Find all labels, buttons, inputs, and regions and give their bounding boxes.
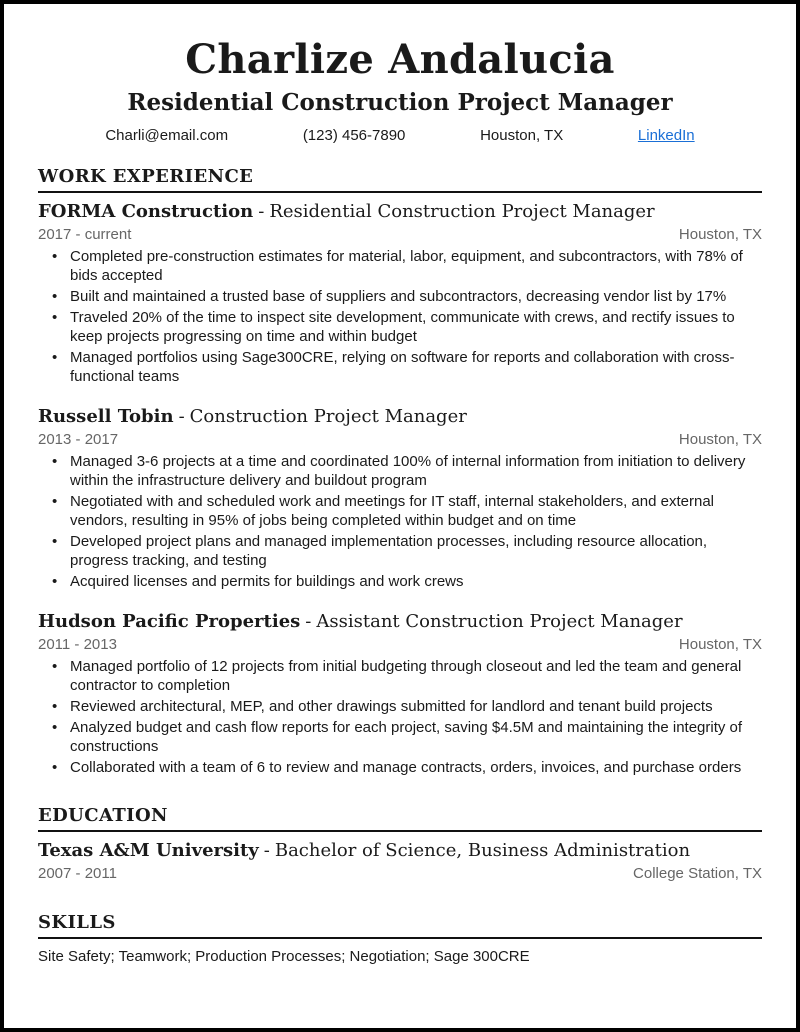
job-bullets bbox=[70, 452, 762, 591]
education-entry bbox=[38, 838, 762, 884]
bullet-item: • Built and maintained a trusted base of suppliers and subcontractors, decreasing vendor list by 17% bbox=[70, 287, 762, 306]
job-role: Construction Project Manager bbox=[189, 406, 467, 427]
job-entry bbox=[38, 199, 762, 386]
section-heading-education: EDUCATION bbox=[38, 805, 762, 832]
bullet-item: • Traveled 20% of the time to inspect site development, communicate with crews, and rectify issues to keep projects progressing on time and within budget bbox=[70, 308, 762, 346]
job-heading bbox=[38, 199, 762, 225]
job-company: Russell Tobin bbox=[38, 406, 174, 427]
skills-list: Site Safety; Teamwork; Production Processes; Negotiation; Sage 300CRE bbox=[38, 948, 530, 965]
job-entry bbox=[38, 404, 762, 591]
job-location: Houston, TX bbox=[678, 226, 762, 243]
job-role: Residential Construction Project Manager bbox=[269, 201, 655, 222]
job-dates: 2017 - current bbox=[38, 226, 132, 243]
job-company: FORMA Construction bbox=[38, 201, 254, 222]
education-meta bbox=[38, 864, 762, 884]
job-dates: 2011 - 2013 bbox=[38, 636, 117, 653]
bullet-item: • Acquired licenses and permits for buildings and work crews bbox=[70, 572, 762, 591]
bullet-item: • Completed pre-construction estimates for material, labor, equipment, and subcontractors, with 78% of bids accepted bbox=[70, 247, 762, 285]
education-location: College Station, TX bbox=[633, 865, 762, 882]
education-heading bbox=[38, 838, 762, 864]
job-separator: - bbox=[258, 201, 265, 222]
bullet-item: • Managed portfolios using Sage300CRE, relying on software for reports and collaboration with cross-functional teams bbox=[70, 348, 762, 386]
contact-email: Charli@email.com bbox=[105, 127, 229, 144]
section-heading-skills: SKILLS bbox=[38, 912, 762, 939]
job-dates: 2013 - 2017 bbox=[38, 431, 119, 448]
section-heading-work: WORK EXPERIENCE bbox=[38, 166, 762, 193]
job-heading bbox=[38, 609, 762, 635]
job-role: Assistant Construction Project Manager bbox=[316, 611, 683, 632]
education-degree: Bachelor of Science, Business Administration bbox=[274, 840, 691, 861]
bullet-item: • Collaborated with a team of 6 to review and manage contracts, orders, invoices, and purchase orders bbox=[70, 758, 762, 777]
job-company: Hudson Pacific Properties bbox=[38, 611, 301, 632]
job-entry bbox=[38, 609, 762, 777]
job-meta bbox=[38, 430, 762, 450]
linkedin-link[interactable]: LinkedIn bbox=[637, 127, 695, 144]
job-bullets bbox=[70, 657, 762, 777]
bullet-item: • Managed 3-6 projects at a time and coordinated 100% of internal information from initiation to delivery within the infrastructure delivery and buildout program bbox=[70, 452, 762, 490]
job-location: Houston, TX bbox=[678, 431, 762, 448]
contact-row bbox=[38, 126, 762, 146]
bullet-item: • Managed portfolio of 12 projects from initial budgeting through closeout and led the team and general contractor to completion bbox=[70, 657, 762, 695]
job-meta bbox=[38, 635, 762, 655]
job-separator: - bbox=[305, 611, 312, 632]
contact-phone: (123) 456-7890 bbox=[302, 127, 406, 144]
bullet-item: • Analyzed budget and cash flow reports for each project, saving $4.5M and maintaining the integrity of constructions bbox=[70, 718, 762, 756]
job-heading bbox=[38, 404, 762, 430]
candidate-name: Charlize Andalucia bbox=[185, 36, 615, 83]
bullet-item: • Reviewed architectural, MEP, and other drawings submitted for landlord and tenant build projects bbox=[70, 697, 762, 716]
bullet-item: • Developed project plans and managed implementation processes, including resource allocation, progress tracking, and testing bbox=[70, 532, 762, 570]
education-separator: - bbox=[263, 840, 270, 861]
education-school: Texas A&M University bbox=[38, 840, 259, 861]
candidate-title: Residential Construction Project Manager bbox=[127, 89, 673, 116]
education-dates: 2007 - 2011 bbox=[38, 865, 117, 882]
job-bullets bbox=[70, 247, 762, 386]
job-meta bbox=[38, 225, 762, 245]
bullet-item: • Negotiated with and scheduled work and meetings for IT staff, internal stakeholders, and external vendors, resulting in 95% of jobs being completed within budget and on time bbox=[70, 492, 762, 530]
contact-location: Houston, TX bbox=[480, 127, 564, 144]
job-location: Houston, TX bbox=[678, 636, 762, 653]
job-separator: - bbox=[178, 406, 185, 427]
